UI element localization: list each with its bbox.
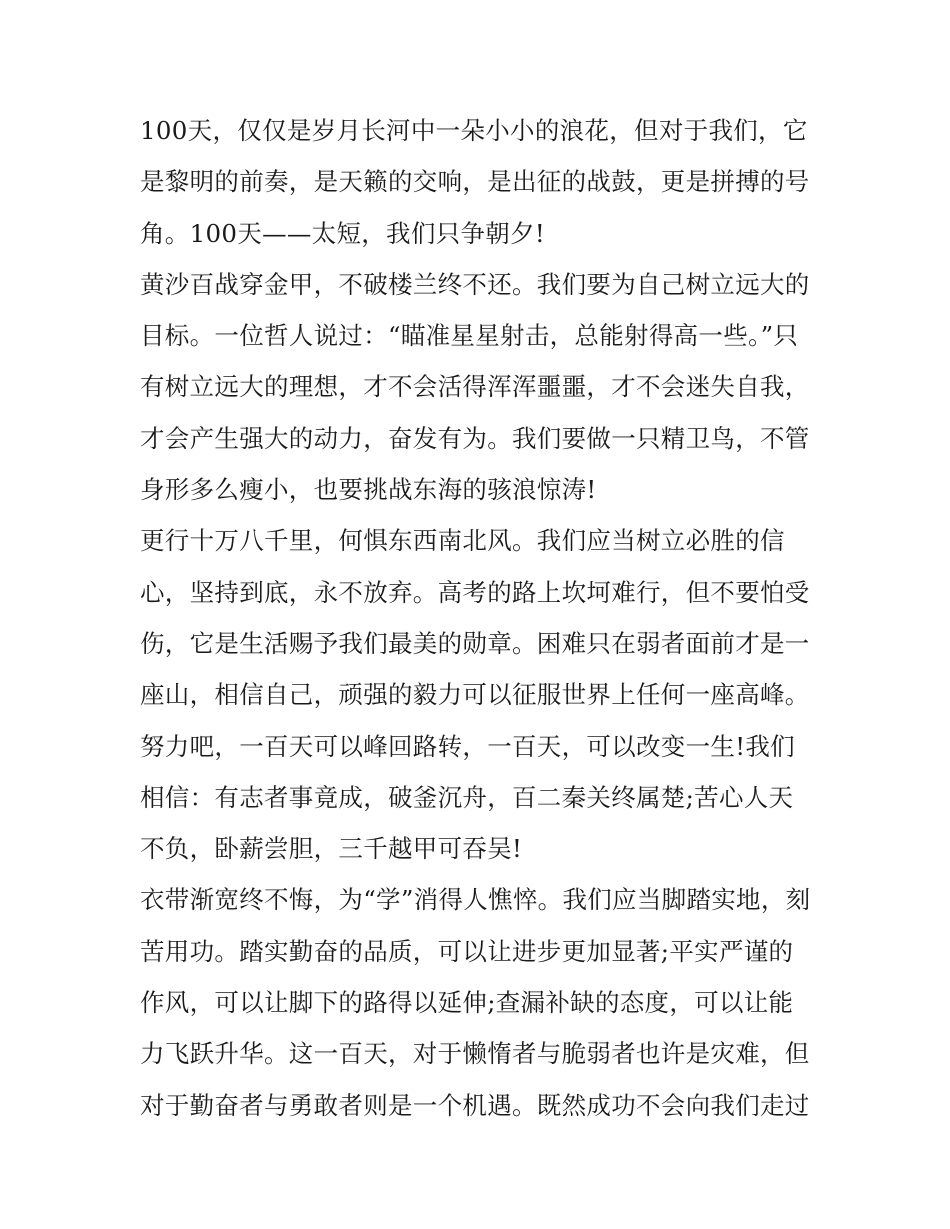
- text-line: 苦用功。踏实勤奋的品质，可以让进步更加显著;平实严谨的: [140, 936, 794, 966]
- text-line: 黄沙百战穿金甲，不破楼兰终不还。我们要为自己树立远大的: [140, 269, 810, 299]
- text-line: 心，坚持到底，永不放弃。高考的路上坎坷难行，但不要怕受: [140, 577, 810, 607]
- text-line: 目标。一位哲人说过：“瞄准星星射击，总能射得高一些。”只: [140, 321, 799, 351]
- text-line: 对于勤奋者与勇敢者则是一个机遇。既然成功不会向我们走过: [140, 1090, 810, 1120]
- text-line: 作风，可以让脚下的路得以延伸;查漏补缺的态度，可以让能: [140, 988, 794, 1018]
- paragraph-2: [140, 259, 820, 515]
- body-text: [140, 105, 820, 1131]
- text-line: 不负，卧薪尝胆，三千越甲可吞吴!: [140, 834, 523, 864]
- text-line: 有树立远大的理想，才不会活得浑浑噩噩，才不会迷失自我，: [140, 372, 810, 402]
- text-line: 力飞跃升华。这一百天，对于懒惰者与脆弱者也许是灾难，但: [140, 1039, 810, 1069]
- text-line: 努力吧，一百天可以峰回路转，一百天，可以改变一生!我们: [140, 731, 795, 761]
- text-line: 座山，相信自己，顽强的毅力可以征服世界上任何一座高峰。: [140, 680, 810, 710]
- text-line: 相信：有志者事竟成，破釜沉舟，百二秦关终属楚;苦心人天: [140, 782, 794, 812]
- text-line: 衣带渐宽终不悔，为“学”消得人憔悴。我们应当脚踏实地，刻: [140, 885, 811, 915]
- text-line: 是黎明的前奏，是天籁的交响，是出征的战鼓，更是拼搏的号: [140, 167, 810, 197]
- text-line: 角。100天——太短，我们只争朝夕!: [140, 218, 546, 248]
- paragraph-1: [140, 105, 820, 259]
- text-line: 100天，仅仅是岁月长河中一朵小小的浪花，但对于我们，它: [140, 116, 808, 145]
- paragraph-4: [140, 874, 820, 1130]
- paragraph-3: [140, 515, 820, 874]
- text-line: 身形多么瘦小，也要挑战东海的骇浪惊涛!: [140, 475, 597, 505]
- text-line: 伤，它是生活赐予我们最美的勋章。困难只在弱者面前才是一: [140, 628, 810, 658]
- text-line: 更行十万八千里，何惧东西南北风。我们应当树立必胜的信: [140, 526, 785, 556]
- text-line: 才会产生强大的动力，奋发有为。我们要做一只精卫鸟，不管: [140, 423, 810, 453]
